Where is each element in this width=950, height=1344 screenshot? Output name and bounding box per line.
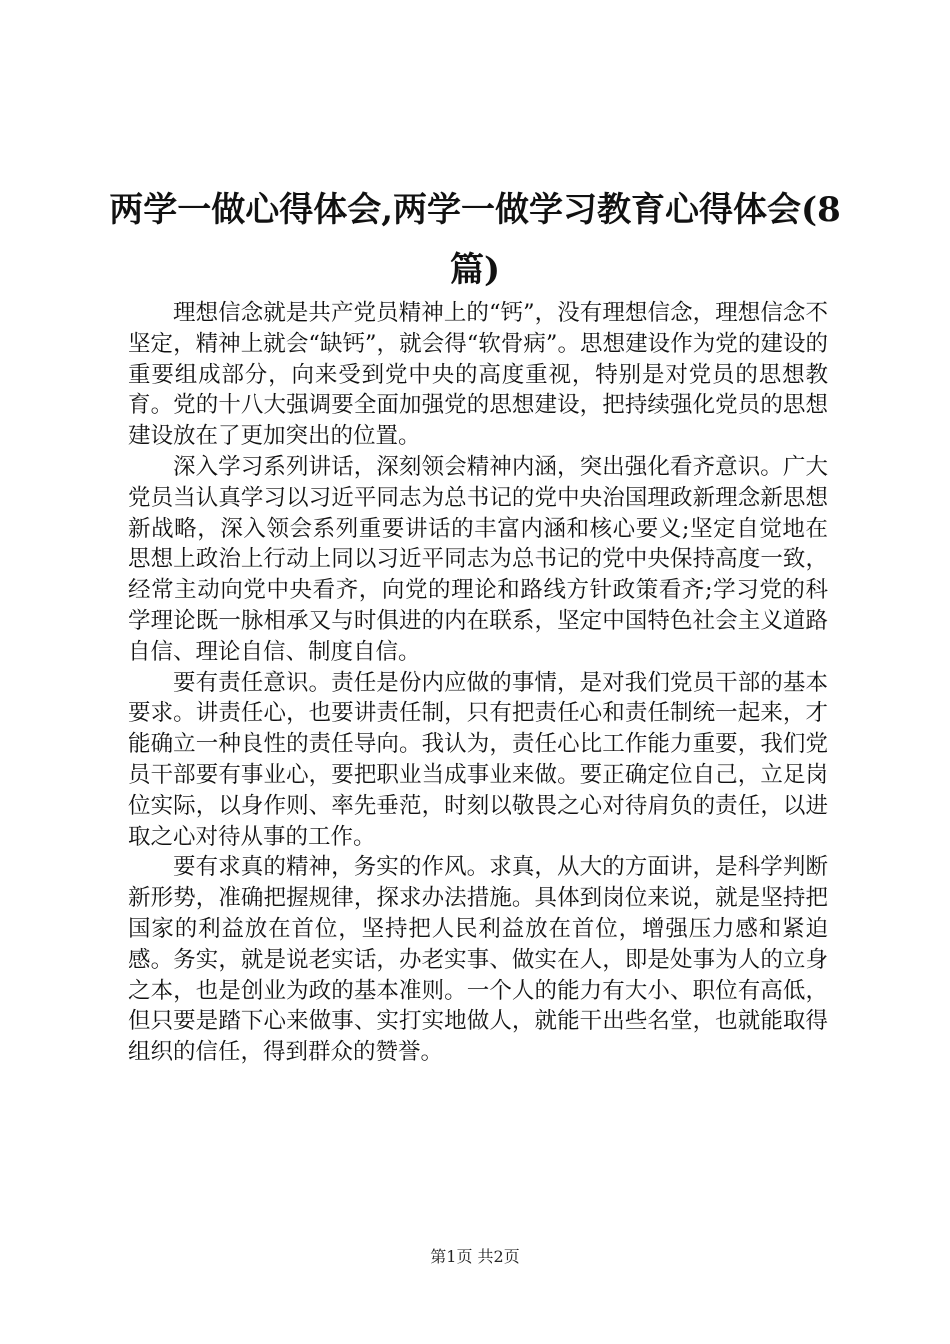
document-title: 两学一做心得体会,两学一做学习教育心得体会(8篇) bbox=[109, 190, 841, 290]
paragraph: 理想信念就是共产党员精神上的“钙”，没有理想信念，理想信念不坚定，精神上就会“缺钙”，就会得“软骨病”。思想建设作为党的建设的重要组成部分，向来受到党中央的高度重视，特别是对党员的思想教育。党的十八大强调要全面加强党的思想建设，把持续强化党员的思想建设放在了更加突出的位置。 bbox=[128, 300, 828, 450]
paragraph: 要有责任意识。责任是份内应做的事情，是对我们党员干部的基本要求。讲责任心，也要讲责任制，只有把责任心和责任制统一起来，才能确立一种良性的责任导向。我认为，责任心比工作能力重要，我们党员干部要有事业心，要把职业当成事业来做。要正确定位自己，立足岗位实际，以身作则、率先垂范，时刻以敬畏之心对待肩负的责任，以进取之心对待从事的工作。 bbox=[128, 669, 828, 850]
paragraph: 深入学习系列讲话，深刻领会精神内涵，突出强化看齐意识。广大党员当认真学习以习近平同志为总书记的党中央治国理政新理念新思想新战略，深入领会系列重要讲话的丰富内涵和核心要义;坚定自觉地在思想上政治上行动上同以习近平同志为总书记的党中央保持高度一致，经常主动向党中央看齐，向党的理论和路线方针政策看齐;学习党的科学理论既一脉相承又与时俱进的内在联系，坚定中国特色社会主义道路自信、理论自信、制度自信。 bbox=[128, 453, 828, 665]
paragraph: 要有求真的精神，务实的作风。求真，从大的方面讲，是科学判断新形势，准确把握规律，探求办法措施。具体到岗位来说，就是坚持把国家的利益放在首位，坚持把人民利益放在首位，增强压力感和紧迫感。务实，就是说老实话，办老实事、做实在人，即是处事为人的立身之本，也是创业为政的基本准则。一个人的能力有大小、职位有高低，但只要是踏下心来做事、实打实地做人，就能干出些名堂，也就能取得组织的信任，得到群众的赞誉。 bbox=[128, 854, 828, 1066]
page-number-footer: 第1页 共2页 bbox=[430, 1247, 520, 1266]
document-body bbox=[128, 298, 828, 1068]
